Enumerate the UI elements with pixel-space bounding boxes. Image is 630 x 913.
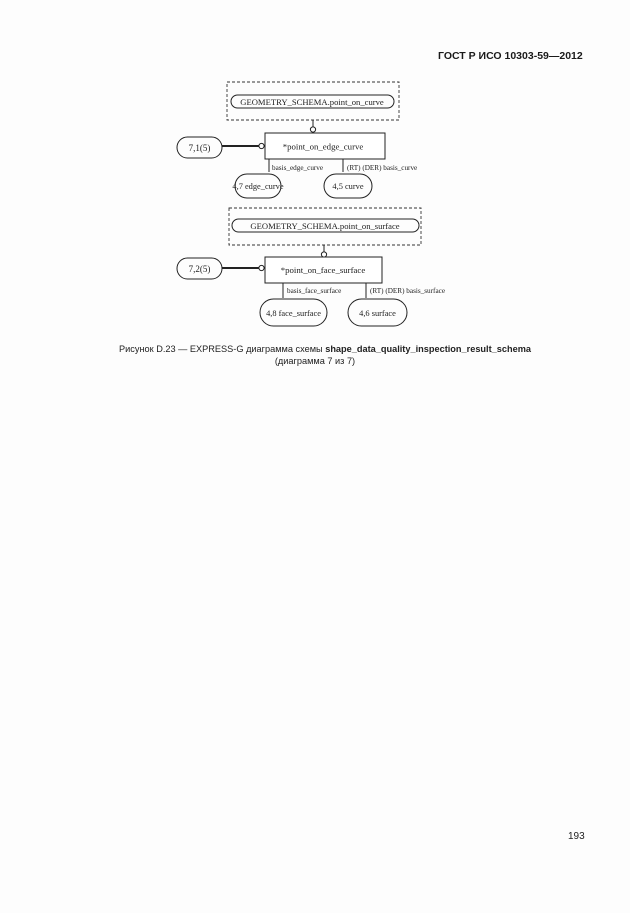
schema-ref-label: GEOMETRY_SCHEMA.point_on_surface: [250, 221, 400, 231]
attribute-label: (RT) (DER) basis_surface: [370, 287, 446, 295]
relationship-circle: [259, 143, 264, 148]
target-entity-label: 4,8 face_surface: [266, 309, 321, 318]
page-ref-label: 7,2(5): [188, 264, 211, 274]
target-entity-label: 4,7 edge_curve: [232, 182, 284, 191]
diagram-group-point-on-face-surface: [177, 208, 445, 326]
page-ref-label: 7,1(5): [188, 143, 211, 153]
relationship-circle: [321, 252, 326, 257]
diagram-group-point-on-edge-curve: [177, 82, 417, 198]
relationship-circle: [259, 265, 264, 270]
schema-ref-label: GEOMETRY_SCHEMA.point_on_curve: [240, 97, 384, 107]
page-number: 193: [568, 831, 585, 842]
entity-label: *point_on_edge_curve: [282, 141, 364, 152]
caption-line-1: [0, 343, 630, 355]
attribute-label: basis_edge_curve: [272, 164, 324, 172]
caption-schema-name: shape_data_quality_inspection_result_schema: [325, 344, 531, 354]
caption-prefix: Рисунок D.23 — EXPRESS-G диаграмма схемы: [119, 344, 326, 354]
target-entity-label: 4,5 curve: [332, 182, 364, 191]
attribute-label: (RT) (DER) basis_curve: [347, 164, 418, 172]
attribute-label: basis_face_surface: [287, 287, 342, 295]
figure-caption: [0, 343, 630, 367]
relationship-circle: [310, 127, 315, 132]
express-g-diagram: [0, 0, 630, 360]
entity-label: *point_on_face_surface: [280, 265, 366, 275]
standard-designation: ГОСТ Р ИСО 10303-59—2012: [438, 50, 583, 62]
caption-line-2: (диаграмма 7 из 7): [274, 356, 356, 366]
target-entity-label: 4,6 surface: [359, 309, 396, 318]
